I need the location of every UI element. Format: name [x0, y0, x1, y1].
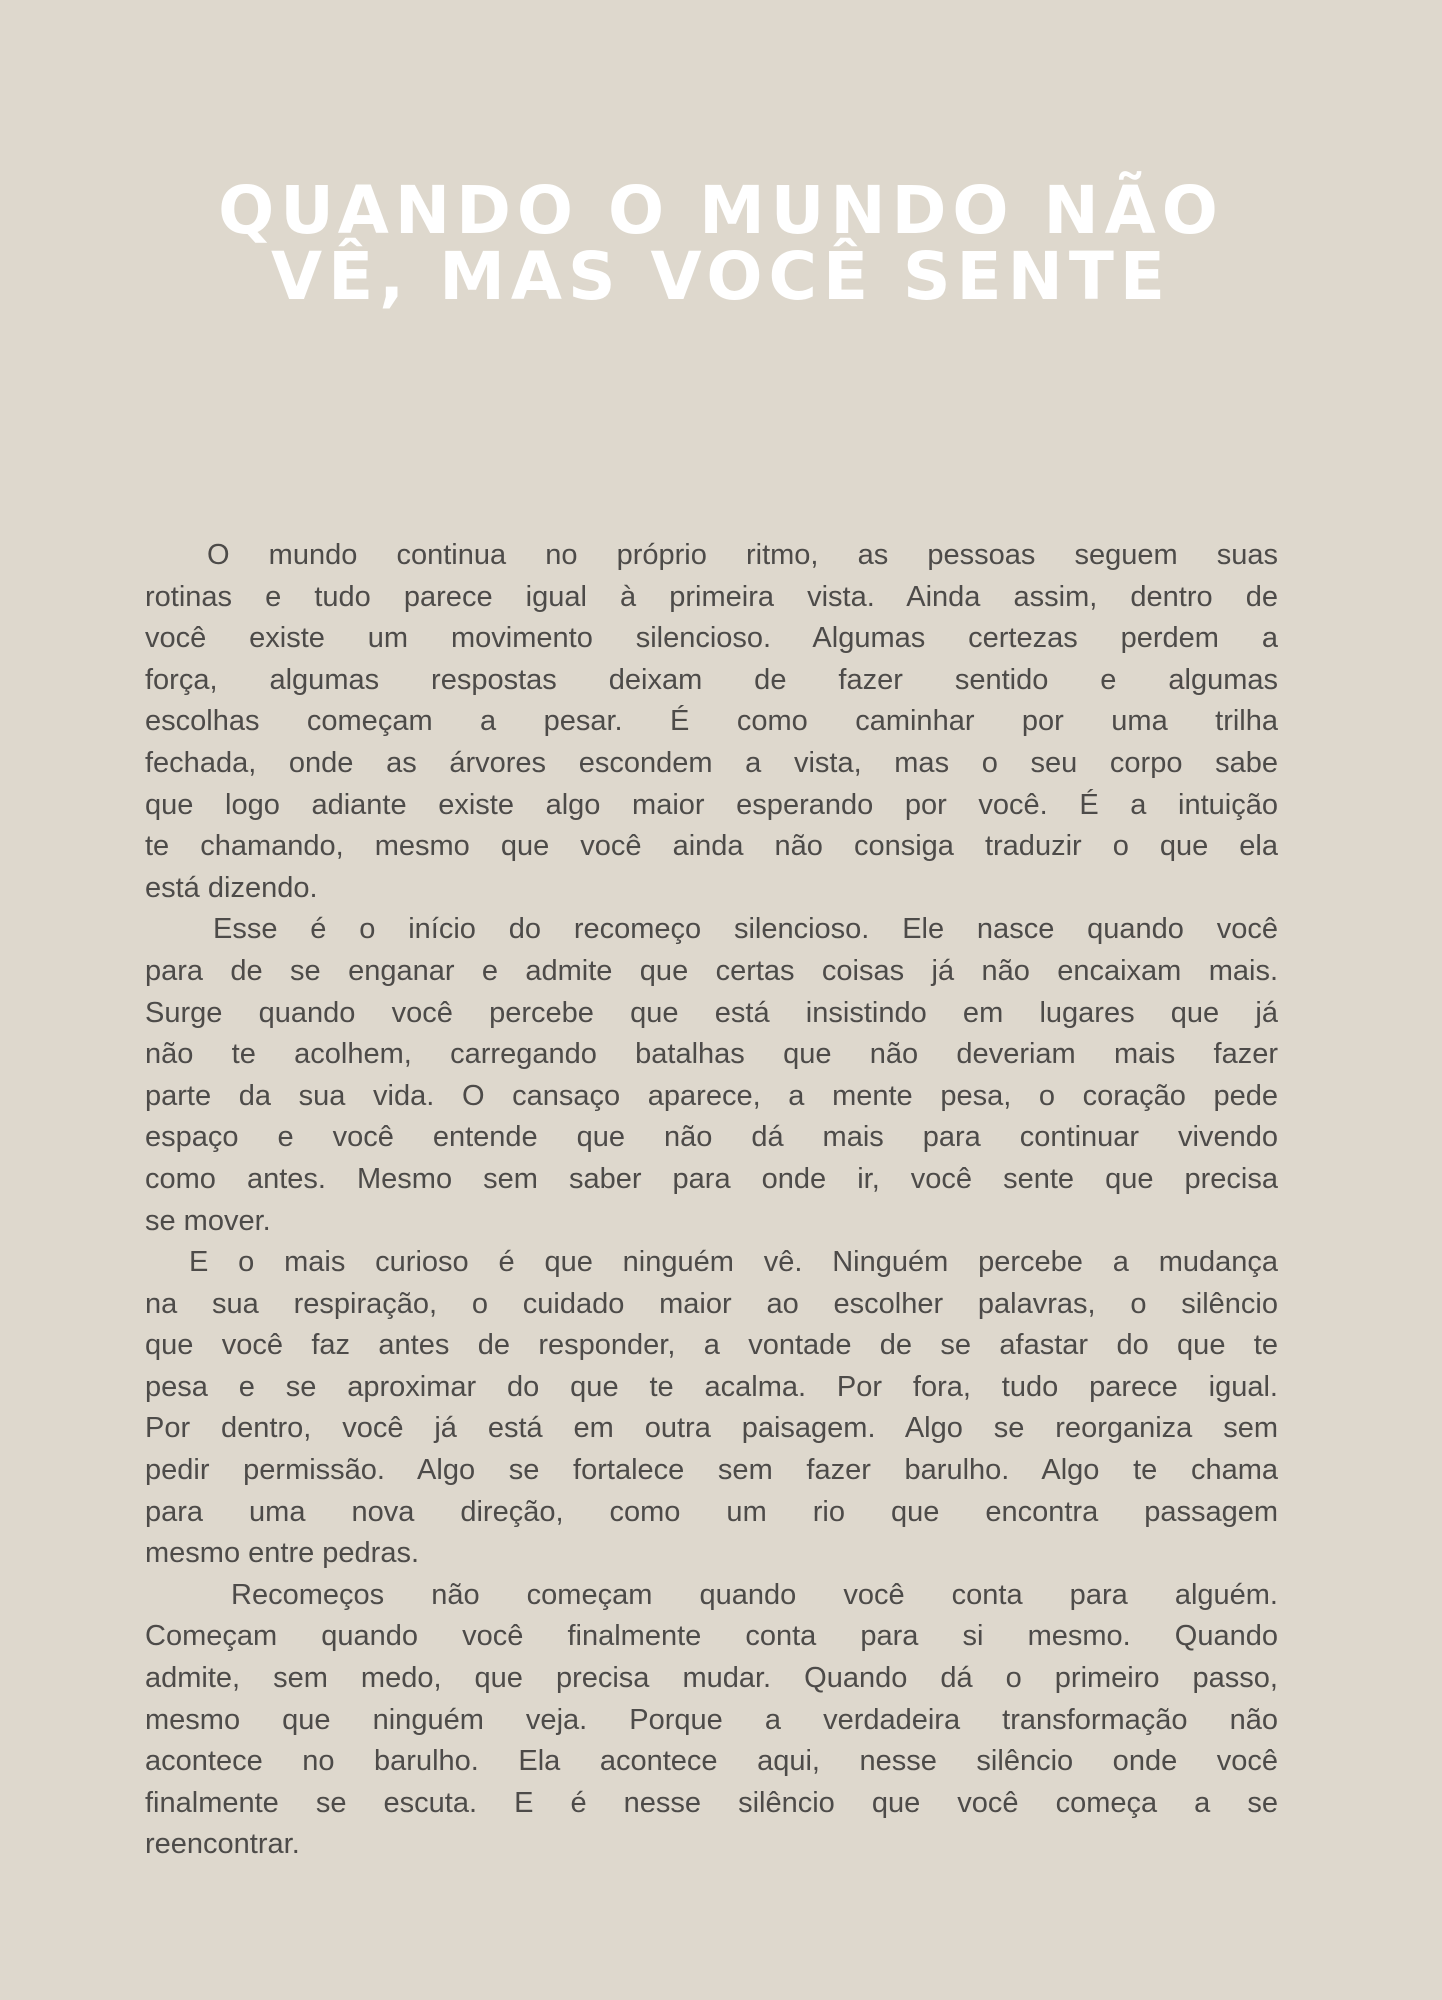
text-line: na sua respiração, o cuidado maior ao escolher palavras, o silêncio: [145, 1287, 1278, 1320]
text-line: que você faz antes de responder, a vontade de se afastar do que te: [145, 1329, 1278, 1362]
text-line: se mover.: [145, 1204, 271, 1237]
text-line: não te acolhem, carregando batalhas que não deveriam mais fazer: [145, 1038, 1278, 1071]
text-line: para de se enganar e admite que certas coisas já não encaixam mais.: [145, 954, 1278, 987]
text-line: pesa e se aproximar do que te acalma. Por fora, tudo parece igual.: [145, 1370, 1278, 1403]
paragraph-4: [145, 1575, 1278, 1866]
text-line: Surge quando você percebe que está insistindo em lugares que já: [145, 996, 1278, 1029]
text-line: mesmo entre pedras.: [145, 1537, 420, 1570]
text-line: Começam quando você finalmente conta para si mesmo. Quando: [145, 1620, 1278, 1653]
text-line: Recomeços não começam quando você conta para alguém.: [231, 1578, 1278, 1611]
text-line: como antes. Mesmo sem saber para onde ir, você sente que precisa: [145, 1162, 1278, 1195]
page-title: [0, 172, 1442, 315]
text-line: fechada, onde as árvores escondem a vista, mas o seu corpo sabe: [145, 746, 1278, 779]
text-line: pedir permissão. Algo se fortalece sem fazer barulho. Algo te chama: [145, 1454, 1278, 1487]
text-line: E o mais curioso é que ninguém vê. Ninguém percebe a mudança: [189, 1246, 1278, 1279]
text-line: espaço e você entende que não dá mais para continuar vivendo: [145, 1121, 1278, 1154]
text-line: Por dentro, você já está em outra paisagem. Algo se reorganiza sem: [145, 1412, 1278, 1445]
text-line: Esse é o início do recomeço silencioso. Ele nasce quando você: [213, 913, 1278, 946]
text-line: parte da sua vida. O cansaço aparece, a mente pesa, o coração pede: [145, 1079, 1278, 1112]
text-line: O mundo continua no próprio ritmo, as pessoas seguem suas: [207, 539, 1278, 571]
text-line: rotinas e tudo parece igual à primeira vista. Ainda assim, dentro de: [145, 580, 1278, 613]
text-line: que logo adiante existe algo maior esperando por você. É a intuição: [145, 788, 1278, 821]
text-line: escolhas começam a pesar. É como caminhar por uma trilha: [145, 705, 1278, 738]
paragraph-3: [145, 1242, 1278, 1575]
text-line: força, algumas respostas deixam de fazer sentido e algumas: [145, 663, 1278, 696]
text-line: acontece no barulho. Ela acontece aqui, nesse silêncio onde você: [145, 1745, 1278, 1778]
text-line: está dizendo.: [145, 871, 318, 904]
title-line-1: QUANDO O MUNDO NÃO: [218, 172, 1224, 249]
text-line: reencontrar.: [145, 1828, 300, 1861]
text-line: finalmente se escuta. E é nesse silêncio que você começa a se: [145, 1786, 1278, 1819]
text-line: mesmo que ninguém veja. Porque a verdadeira transformação não: [145, 1703, 1278, 1736]
text-line: você existe um movimento silencioso. Algumas certezas perdem a: [145, 622, 1278, 655]
text-line: para uma nova direção, como um rio que encontra passagem: [145, 1495, 1278, 1528]
title-line-2: VÊ, MAS VOCÊ SENTE: [271, 238, 1171, 315]
text-line: admite, sem medo, que precisa mudar. Quando dá o primeiro passo,: [145, 1662, 1278, 1695]
body-text: [145, 535, 1278, 1866]
paragraph-2: [145, 909, 1278, 1242]
text-line: te chamando, mesmo que você ainda não consiga traduzir o que ela: [145, 830, 1278, 863]
paragraph-1: [145, 535, 1278, 909]
